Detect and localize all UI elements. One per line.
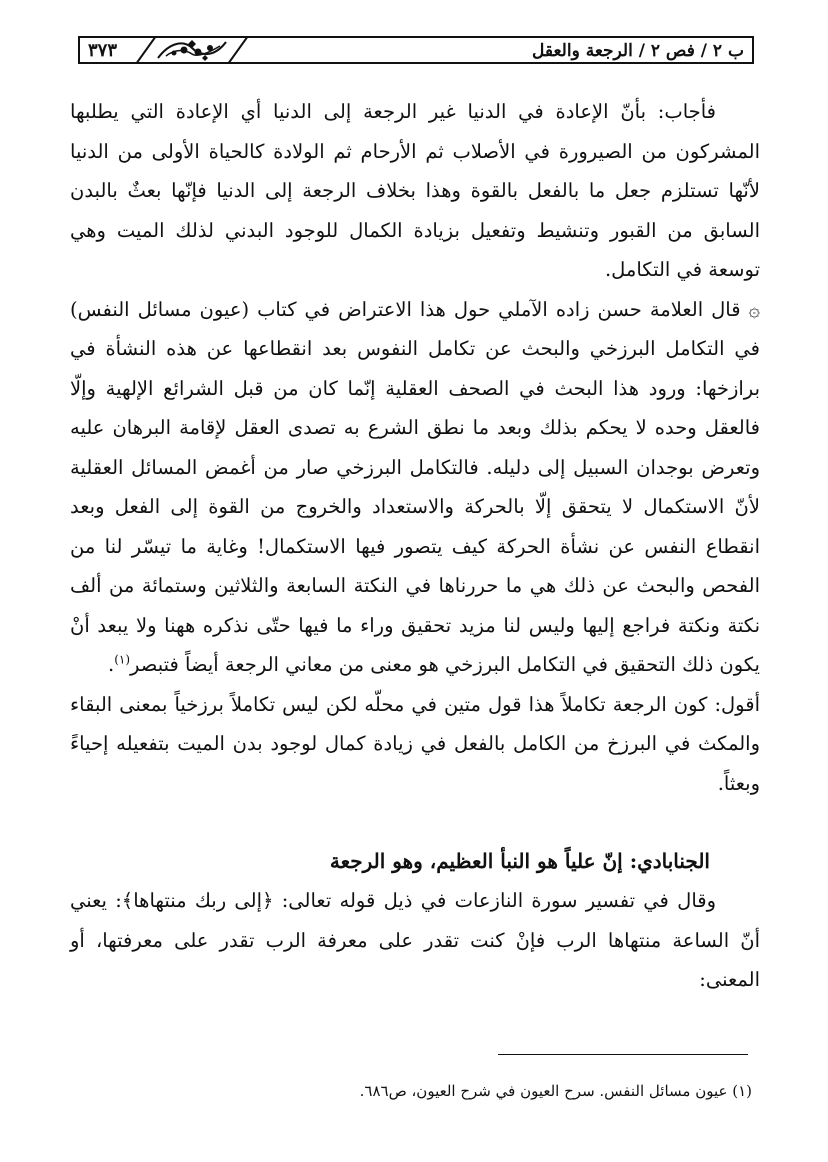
paragraph-author-comment: أقول: كون الرجعة تكاملاً هذا قول متين في محلّه لكن ليس تكاملاً برزخياً بمعنى البقاء والمكث في البرزخ من الكامل بالفعل في زيادة كمال لوجود بدن الميت بتفعيله إحياءً وبعثاً. (70, 692, 760, 795)
section-heading: الجنابادي: إنّ علياً هو النبأ العظيم، وهو الرجعة (329, 849, 710, 873)
quote-text: ۞ قال العلامة حسن زاده الآملي حول هذا الاعتراض في كتاب (عيون مسائل النفس) في التكامل البرزخي والبحث عن تكامل النفوس بعد انقطاعها عن هذه النشأة في برازخها: ورود هذا البحث في الصحف العقلية إنّما كان من قبل الشرائع الإلهية وإلّا فالعقل وحده لا يحكم بذلك وبعد ما نطق الشرع به تصدى العقل لإقامة البرهان عليه وتعرض بوجدان السبيل إلى دليله. فالتكامل البرزخي صار من أغمض المسائل العقلية لأنّ الاستكمال لا يتحقق إلّا بالحركة والاستعداد والخروج من القوة إلى الفعل وبعد انقطاع النفس عن نشأة الحركة كيف يتصور فيها الاستكمال! وغاية ما تيسّر لنا من الفحص والبحث عن ذلك هي ما حررناها في النكتة السابعة والثلاثين وستمائة من ألف نكتة ونكتة فراجع إليها وليس لنا مزيد تحقيق وراء ما فيها حتّى نذكره ههنا ولا يبعد أنْ يكون ذلك التحقيق في التكامل البرزخي هو معنى من معاني الرجعة أيضاً فتبصر (70, 297, 760, 676)
footnote-divider (498, 1054, 748, 1055)
main-text (70, 92, 760, 1000)
footnote-reference: (١) (114, 652, 131, 667)
paragraph-answer: فأجاب: بأنّ الإعادة في الدنيا غير الرجعة إلى الدنيا أي الإعادة التي يطلبها المشركون من الصيرورة في الأصلاب ثم الأرحام ثم الولادة كالحياة الأولى من الدنيا لأنّها تستلزم جعل ما بالفعل بالقوة وهذا بخلاف الرجعة إلى الدنيا فإنّها بعثٌ بالبدن السابق من القبور وتنشيط وتفعيل بزيادة الكمال للوجود البدني لذلك الميت وهي توسعة في التكامل. (70, 100, 760, 281)
paragraph-tafsir: وقال في تفسير سورة النازعات في ذيل قوله تعالى: ﴿إلى ربك منتهاها﴾: يعني أنّ الساعة منتهاها الرب فإنْ كنت تقدر على معرفة الرب تقدر على معرفتها، أو المعنى: (70, 889, 760, 991)
chapter-title: ب ٢ / فص ٢ / الرجعة والعقل (532, 41, 744, 61)
page-number: ٣٧٣ (88, 40, 118, 61)
footnote: (١) عيون مسائل النفس. سرح العيون في شرح العيون، ص٦٨٦. (359, 1082, 752, 1100)
floral-ornament-icon (136, 36, 248, 64)
paragraph-quote: ۞ قال العلامة حسن زاده الآملي حول هذا الاعتراض في كتاب (عيون مسائل النفس) في التكامل البرزخي والبحث عن تكامل النفوس بعد انقطاعها عن هذه النشأة في برازخها: ورود هذا البحث في الصحف العقلية إنّما كان من قبل الشرائع الإلهية وإلّا فالعقل وحده لا يحكم بذلك وبعد ما نطق الشرع به تصدى العقل لإقامة البرهان عليه وتعرض بوجدان السبيل إلى دليله. فالتكامل البرزخي صار من أغمض المسائل العقلية لأنّ الاستكمال لا يتحقق إلّا بالحركة والاستعداد والخروج من القوة إلى الفعل وبعد انقطاع النفس عن نشأة الحركة كيف يتصور فيها الاستكمال! وغاية ما تيسّر لنا من الفحص والبحث عن ذلك هي ما حررناها في النكتة السابعة والثلاثين وستمائة من ألف نكتة ونكتة فراجع إليها وليس لنا مزيد تحقيق وراء ما فيها حتّى نذكره ههنا ولا يبعد أنْ يكون ذلك التحقيق في التكامل البرزخي هو معنى من معاني الرجعة أيضاً فتبصر$^{(١)}$. (70, 297, 760, 676)
running-header (78, 36, 754, 64)
